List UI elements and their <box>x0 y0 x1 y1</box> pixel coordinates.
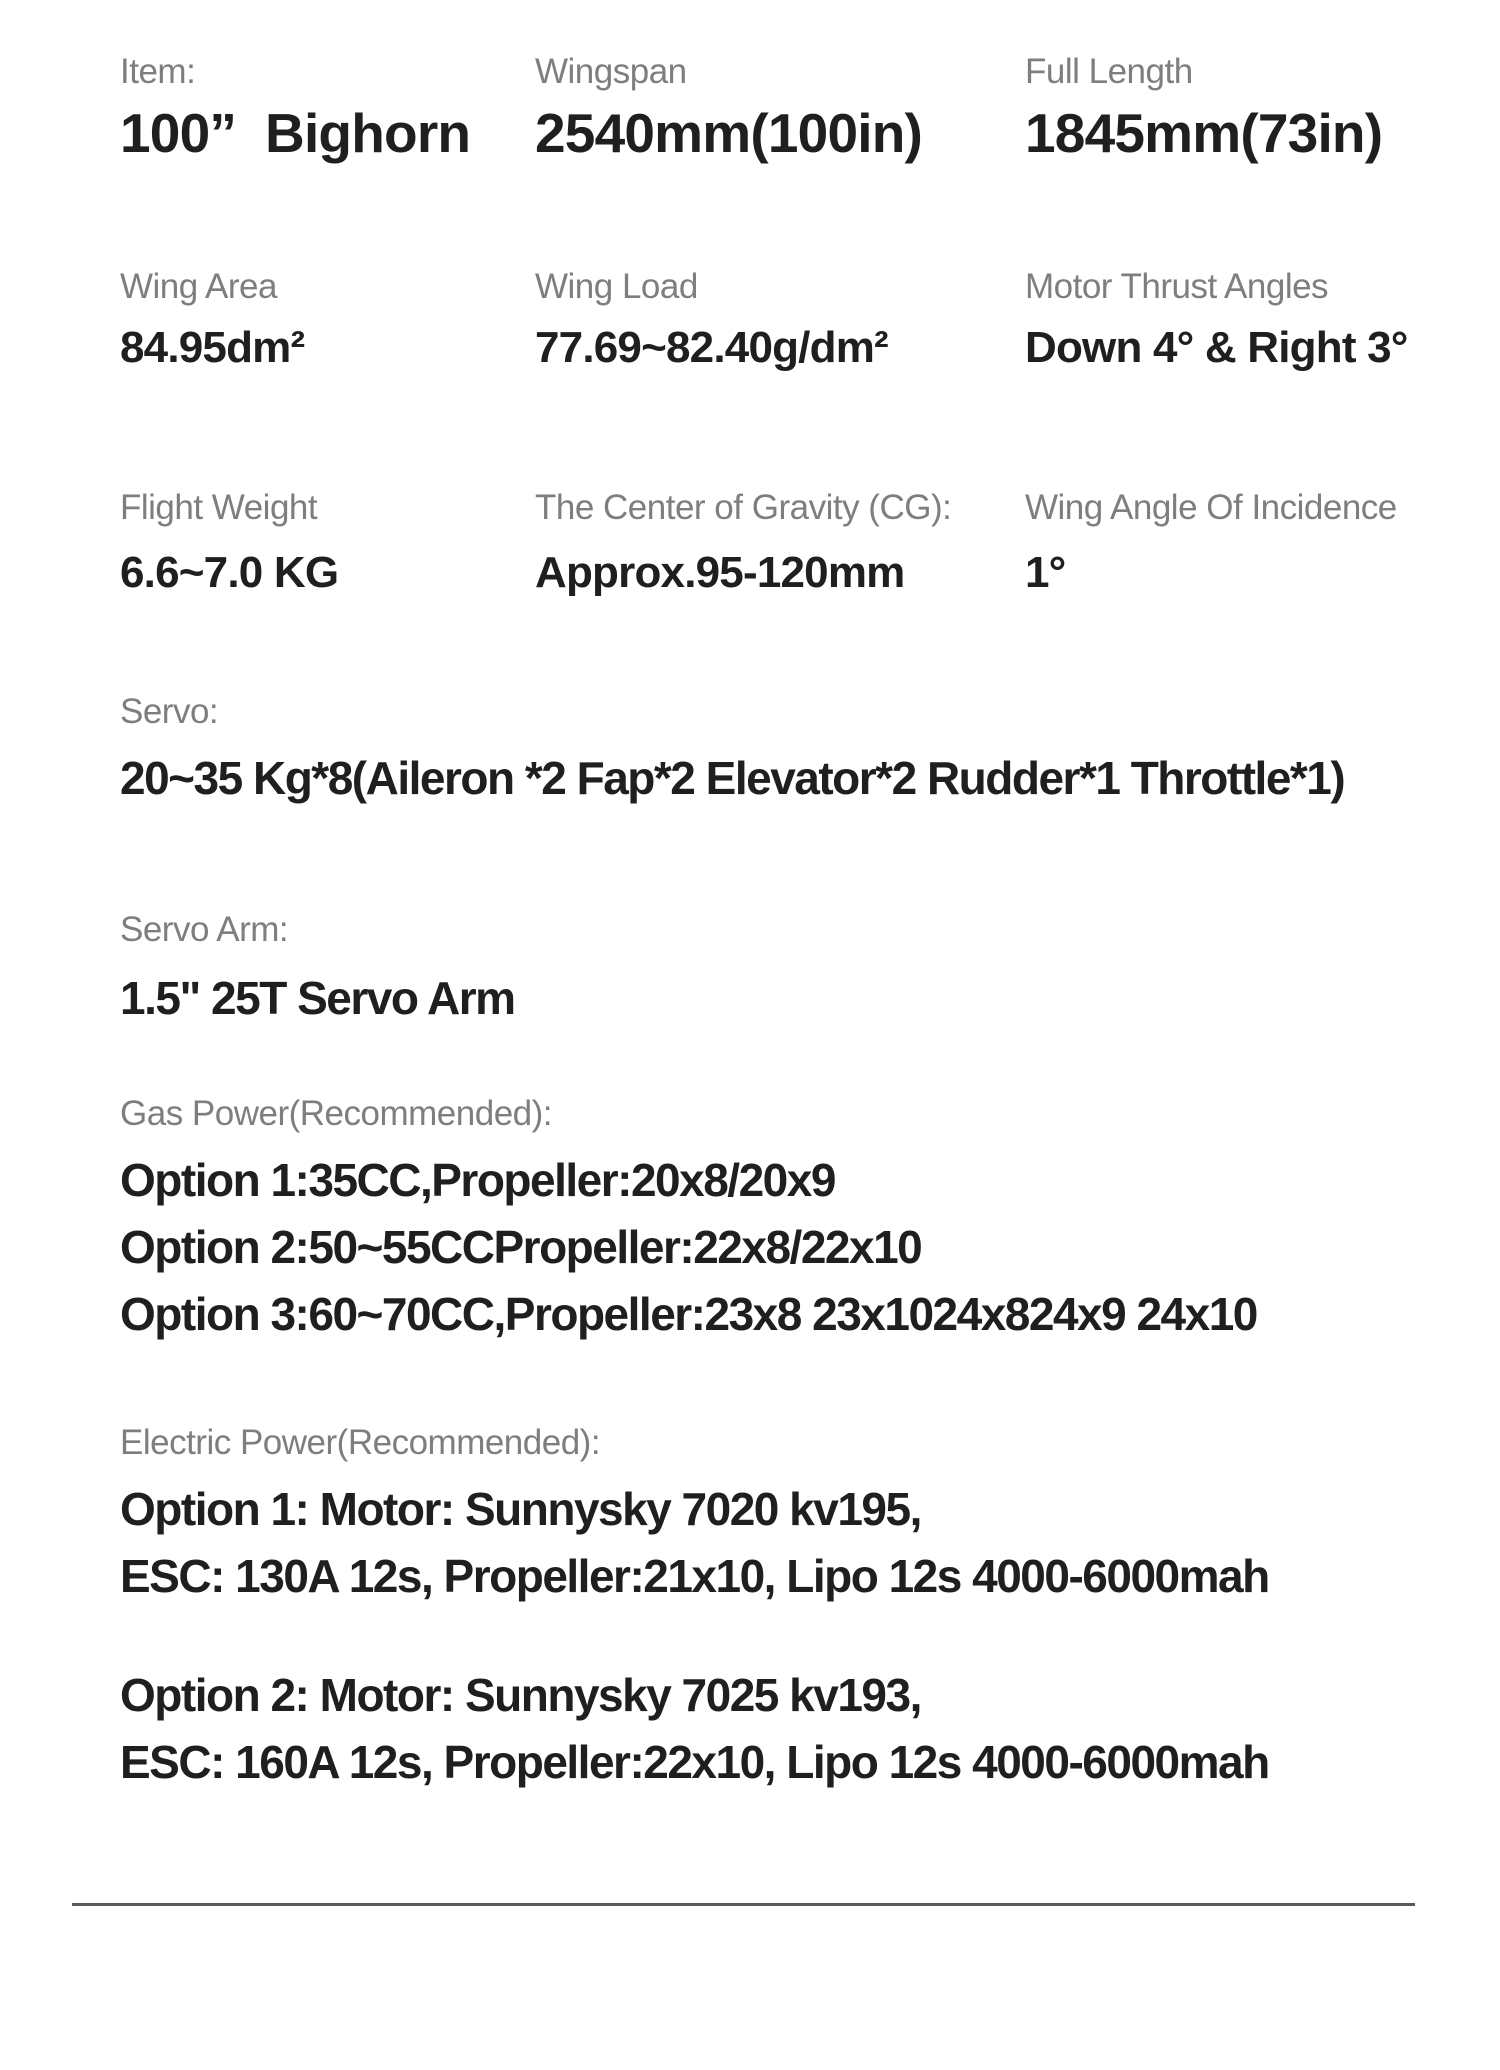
spec-label: Wing Angle Of Incidence <box>1025 488 1397 527</box>
section-value-line: ESC: 160A 12s, Propeller:22x10, Lipo 12s 4000-6000mah <box>120 1736 1269 1788</box>
spec-value: Approx.95-120mm <box>535 548 905 597</box>
spec-cell-motor-thrust-angles <box>1025 267 1408 373</box>
spec-value: 2540mm(100in) <box>535 102 923 164</box>
spec-value: 1° <box>1025 548 1066 597</box>
spec-value: Down 4° & Right 3° <box>1025 323 1408 372</box>
spec-label: Wing Load <box>535 267 698 306</box>
section-servo <box>120 692 1460 812</box>
spec-cell-full-length <box>1025 52 1382 164</box>
spec-label: Wing Area <box>120 267 277 306</box>
section-value-line: Option 3:60~70CC,Propeller:23x8 23x1024x824x9 24x10 <box>120 1288 1257 1340</box>
section-value-line: Option 1: Motor: Sunnysky 7020 kv195, <box>120 1483 921 1535</box>
spec-cell-wing-load <box>535 267 888 373</box>
spec-value: 84.95dm² <box>120 323 305 372</box>
divider-line <box>72 1903 1415 1906</box>
spec-cell-wing-area <box>120 267 304 373</box>
spec-label: Item: <box>120 52 196 91</box>
section-label: Servo: <box>120 692 219 731</box>
spec-label: The Center of Gravity (CG): <box>535 488 952 527</box>
section-value-line: Option 2:50~55CCPropeller:22x8/22x10 <box>120 1221 922 1273</box>
electric-option-2 <box>120 1662 1460 1796</box>
section-gas-power <box>120 1094 1460 1348</box>
spec-value: 6.6~7.0 KG <box>120 548 339 597</box>
section-servo-arm <box>120 910 1460 1032</box>
section-value-line: Option 2: Motor: Sunnysky 7025 kv193, <box>120 1669 921 1721</box>
section-label: Electric Power(Recommended): <box>120 1423 601 1462</box>
section-value-line: Option 1:35CC,Propeller:20x8/20x9 <box>120 1154 835 1206</box>
spec-cell-flight-weight <box>120 488 338 598</box>
spec-value: 1845mm(73in) <box>1025 102 1383 164</box>
section-label: Gas Power(Recommended): <box>120 1094 552 1133</box>
spec-value: 77.69~82.40g/dm² <box>535 323 888 372</box>
spec-label: Flight Weight <box>120 488 318 527</box>
section-value-line: ESC: 130A 12s, Propeller:21x10, Lipo 12s 4000-6000mah <box>120 1550 1269 1602</box>
spec-label: Motor Thrust Angles <box>1025 267 1329 306</box>
spec-label: Wingspan <box>535 52 687 91</box>
electric-option-1 <box>120 1476 1460 1610</box>
spec-cell-center-of-gravity <box>535 488 951 598</box>
spec-label: Full Length <box>1025 52 1193 91</box>
spec-value: 100” Bighorn <box>120 102 471 164</box>
section-label: Servo Arm: <box>120 910 289 949</box>
section-value-line: 20~35 Kg*8(Aileron *2 Fap*2 Elevator*2 Rudder*1 Throttle*1) <box>120 752 1345 804</box>
section-electric-power <box>120 1423 1460 1796</box>
spec-cell-wing-angle-of-incidence <box>1025 488 1397 598</box>
section-value-line: 1.5" 25T Servo Arm <box>120 972 515 1024</box>
spec-cell-item <box>120 52 470 164</box>
spec-cell-wingspan <box>535 52 922 164</box>
